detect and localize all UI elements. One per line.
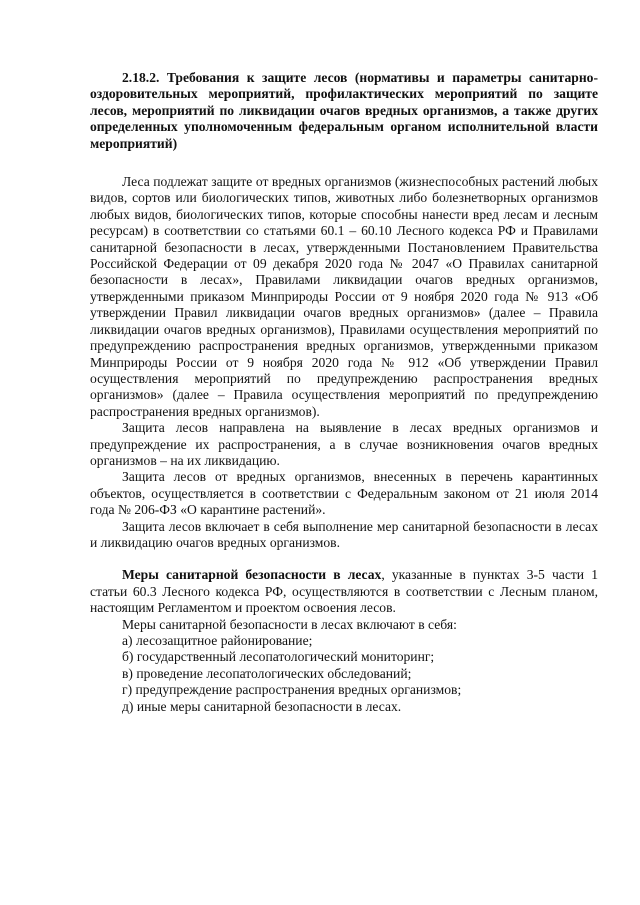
paragraph-sanitary-measures [90, 567, 598, 616]
list-item: д) иные меры санитарной безопасности в лесах. [122, 698, 402, 714]
paragraph-protection-purpose: Защита лесов направлена на выявление в лесах вредных организмов и предупреждение их распространения, а в случае возникновения очагов вредных организмов – на их ликвидацию. [90, 420, 598, 468]
paragraph-forest-protection-law: Леса подлежат защите от вредных организмов (жизнеспособных растений любых видов, сортов или биологических типов, животных либо болезнетворных организмов любых видов, биологических типов, которые способны нанести вред лесам и лесным ресурсам) в соответствии со статьями 60.1 – 60.10 Лесного кодекса РФ и Правилами санитарной безопасности в лесах, утвержденными Постановлением Правительства Российской Федерации от 09 декабря 2020 года № 2047 «О Правилах санитарной безопасности в лесах», Правилами ликвидации очагов вредных организмов, утвержденными приказом Минприроды России от 9 ноября 2020 года № 913 «Об утверждении Правил ликвидации очагов вредных организмов» (далее – Правила ликвидации очагов вредных организмов), Правилами осуществления мероприятий по предупреждению распространения вредных организмов, утвержденными приказом Минприроды России от 9 ноября 2020 года № 912 «Об утверждении Правил осуществления мероприятий по предупреждению распространения вредных организмов» (далее – Правила осуществления мероприятий по предупреждению распространения вредных организмов). [90, 174, 598, 419]
measures-intro: Меры санитарной безопасности в лесах включают в себя: [122, 616, 457, 632]
paragraph-quarantine: Защита лесов от вредных организмов, внесенных в перечень карантинных объектов, осуществляется в соответствии с Федеральным законом от 21 июля 2014 года № 206-ФЗ «О карантине растений». [90, 469, 598, 518]
paragraph-protection-includes: Защита лесов включает в себя выполнение мер санитарной безопасности в лесах и ликвидацию очагов вредных организмов. [90, 518, 598, 550]
sanitary-measures-rest: , указанные в пунктах 3-5 части 1 статьи 60.3 Лесного кодекса РФ, осуществляются в соответствии с Лесным планом, настоящим Регламентом и проектом освоения лесов. [90, 567, 598, 616]
spacer [90, 551, 598, 567]
list-item: в) проведение лесопатологических обследований; [122, 665, 412, 681]
spacer [90, 152, 598, 174]
sanitary-measures-lead: Меры санитарной безопасности в лесах [122, 567, 382, 583]
document-page [90, 70, 598, 715]
section-heading: 2.18.2. Требования к защите лесов (нормативы и параметры санитарно-оздоровительных мероприятий, профилактических мероприятий по защите лесов, мероприятий по ликвидации очагов вредных организмов, а также других определенных уполномоченным федеральным органом исполнительной власти мероприятий) [90, 70, 598, 151]
list-item: б) государственный лесопатологический мониторинг; [122, 649, 435, 665]
list-item: а) лесозащитное районирование; [122, 633, 313, 648]
list-item: г) предупреждение распространения вредных организмов; [122, 682, 462, 698]
